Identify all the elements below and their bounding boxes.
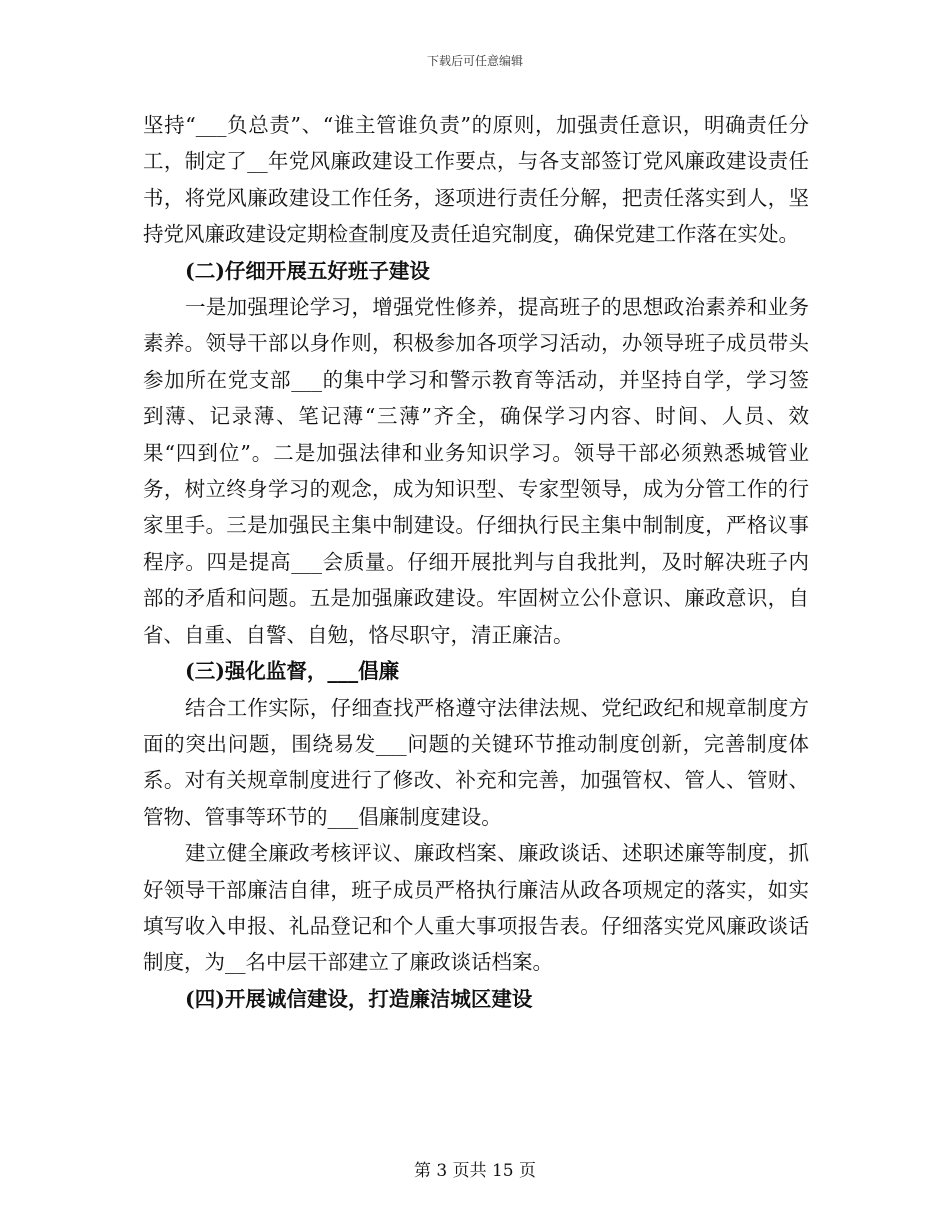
- paragraph-integrity-system: 建立健全廉政考核评议、廉政档案、廉政谈话、述职述廉等制度，抓好领导干部廉洁自律，班子成员严格执行廉洁从政各项规定的落实，如实填写收入申报、礼品登记和个人重大事项报告表。仔细落实党风廉政谈话制度，为__名中层干部建立了廉政谈话档案。: [143, 841, 809, 975]
- section-heading-2: (二)仔细开展五好班子建设: [185, 258, 430, 283]
- paragraph-responsibility: 坚持“___负总责”、“谁主管谁负责”的原则，加强责任意识，明确责任分工，制定了__年党风廉政建设工作要点，与各支部签订党风廉政建设责任书，将党风廉政建设工作任务，逐项进行责任分解，把责任落实到人，坚持党风廉政建设定期检查制度及责任追究制度，确保党建工作落在实处。: [143, 113, 809, 247]
- page-number: 第 3 页共 15 页: [413, 1161, 537, 1181]
- paragraph-supervision: 结合工作实际，仔细查找严格遵守法律法规、党纪政纪和规章制度方面的突出问题，围绕易发___问题的关键环节推动制度创新，完善制度体系。对有关规章制度进行了修改、补充和完善，加强管权、管人、管财、管物、管事等环节的___倡廉制度建设。: [143, 695, 809, 829]
- paragraph-team-building: 一是加强理论学习，增强党性修养，提高班子的思想政治素养和业务素养。领导干部以身作则，积极参加各项学习活动，办领导班子成员带头参加所在党支部___的集中学习和警示教育等活动，并坚持自学，学习签到薄、记录薄、笔记薄“三薄”齐全，确保学习内容、时间、人员、效果“四到位”。二是加强法律和业务知识学习。领导干部必须熟悉城管业务，树立终身学习的观念，成为知识型、专家型领导，成为分管工作的行家里手。三是加强民主集中制建设。仔细执行民主集中制制度，严格议事程序。四是提高___会质量。仔细开展批判与自我批判，及时解决班子内部的矛盾和问题。五是加强廉政建设。牢固树立公仆意识、廉政意识，自省、自重、自警、自勉，恪尽职守，清正廉洁。: [143, 295, 809, 647]
- page-header: 下载后可任意编辑: [426, 54, 523, 68]
- section-heading-3: (三)强化监督，___倡廉: [185, 659, 400, 684]
- document-body: [143, 107, 809, 1017]
- section-heading-4: (四)开展诚信建设，打造廉洁城区建设: [185, 986, 533, 1011]
